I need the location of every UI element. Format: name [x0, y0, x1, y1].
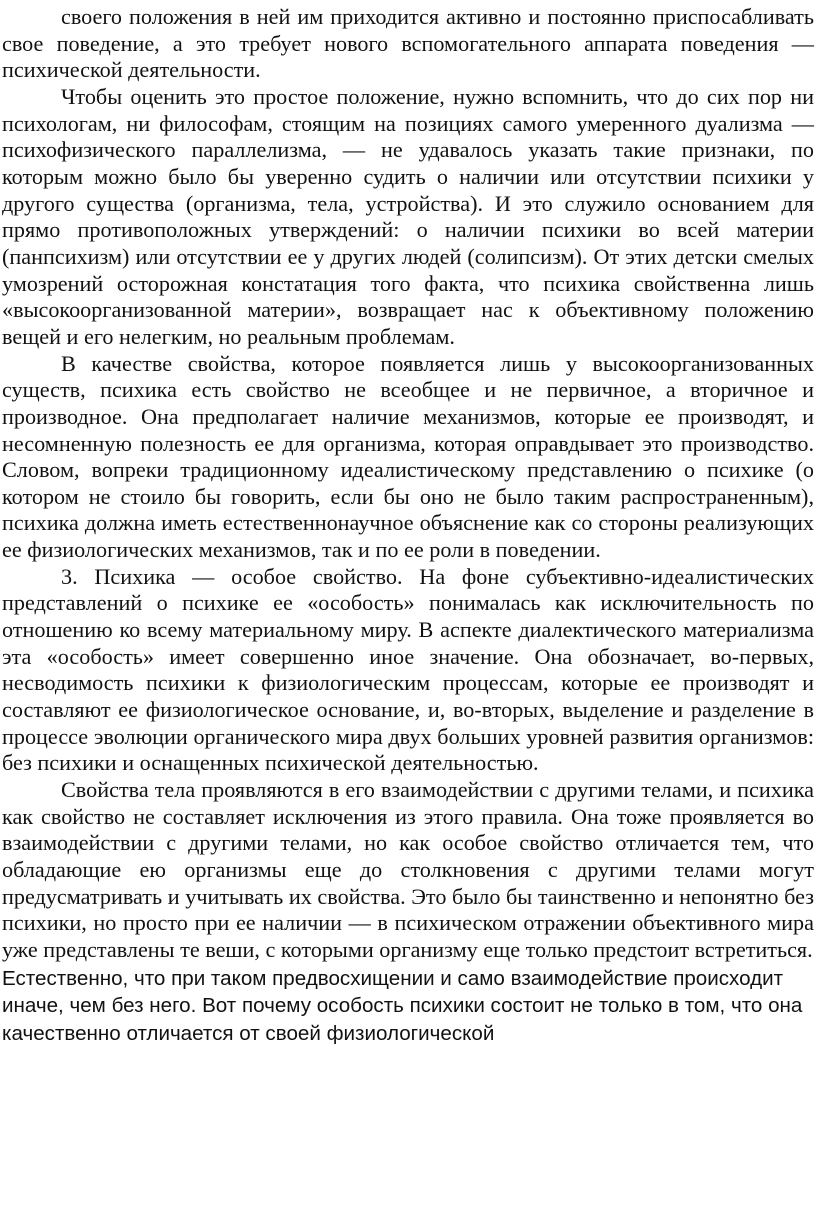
paragraph-special-property: 3. Психика — особое свойство. На фоне субъективно-идеалистических представлений о психике ее «особость» понималась как исключительность по отношению ко всему материальному миру. В аспекте диалектического материализма эта «особость» имеет совершенно иное значение. Она обозначает, во-первых, несводимость психики к физиологическим процессам, которые ее производят и составляют ее физиологическое основание, и, во-вторых, выделение и разделение в процессе эволюции органического мира двух больших уровней развития организмов: без психики и оснащенных психической деятельностью. [2, 563, 814, 776]
paragraph-dualism: Чтобы оценить это простое положение, нужно вспомнить, что до сих пор ни психологам, ни философам, стоящим на позициях самого умеренного дуализма — психофизического параллелизма, — не удавалось указать такие признаки, по которым можно было бы уверенно судить о наличии или отсутствии психики у другого существа (организма, тела, устройства). И это служило основанием для прямо противоположных утверждений: о наличии психики во всей материи (панпсихизм) или отсутствии ее у других людей (солипсизм). От этих детски смелых умозрений осторожная констатация того факта, что психика свойственна лишь «высокоорганизованной материи», возвращает нас к объективному положению вещей и его нелегким, но реальным проблемам. [2, 83, 814, 349]
paragraph-interaction: Свойства тела проявляются в его взаимодействии с другими телами, и психика как свойство не составляет исключения из этого правила. Она тоже проявляется во взаимодействии с другими телами, но как особое свойство отличается тем, что обладающие ею организмы еще до столкновения с другими телами могут предусматривать и учитывать их свойства. Это было бы таинственно и непонятно без психики, но просто при ее наличии — в психическом отражении объективного мира уже представлены те веши, с которыми организму еще только предстоит встретиться. [2, 777, 814, 962]
paragraph-secondary-property: В качестве свойства, которое появляется лишь у высокоорганизованных существ, психика есть свойство не всеобщее и не первичное, а вторичное и производное. Она предполагает наличие механизмов, которые ее производят, и несомненную полезность ее для организма, которая оправдывает это производство. Словом, вопреки традиционному идеалистическому представлению о психике (о котором не стоило бы говорить, если бы оно не было таким распространенным), психика должна иметь естественнонаучное объяснение как со стороны реализующих ее физиологических механизмов, так и по ее роли в поведении. [2, 350, 814, 563]
paragraph-anticipation: Естественно, что при таком предвосхищении и само взаимодействие происходит иначе, чем без него. Вот почему особость психики состоит не только в том, что она качественно отличается от своей физиологической [2, 966, 803, 1045]
paragraph-continuation: своего положения в ней им приходится активно и постоянно приспосабливать свое поведение, а это требует нового вспомогательного аппарата поведения — психической деятельности. [2, 4, 814, 83]
